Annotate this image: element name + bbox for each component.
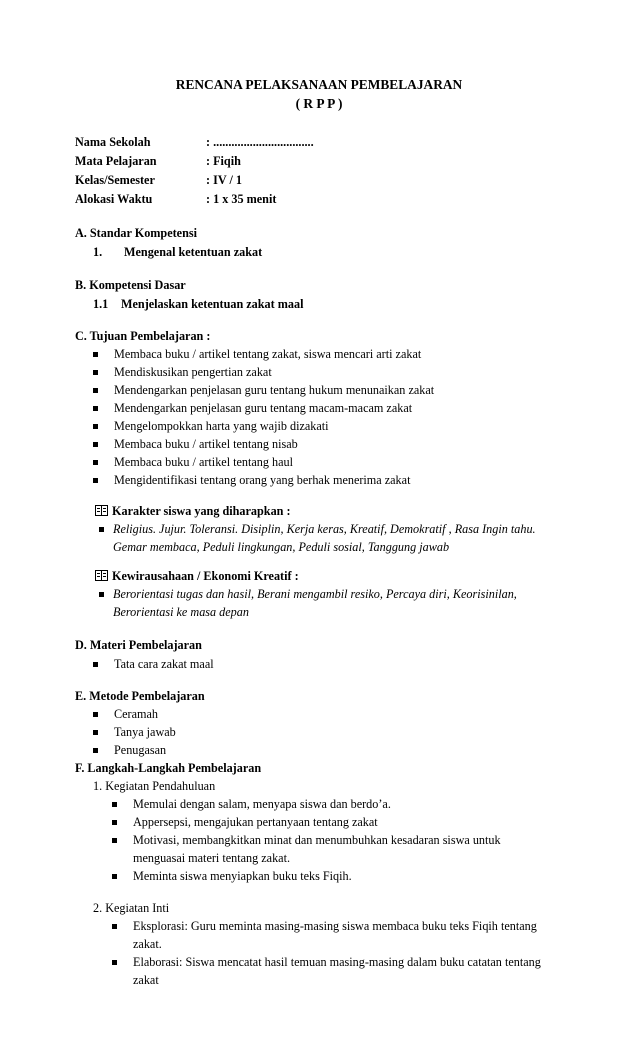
section-d-heading: D. Materi Pembelajaran: [75, 638, 202, 652]
bullet-square-icon: [93, 730, 98, 735]
section-a-heading: A. Standar Kompetensi: [75, 226, 197, 240]
identity-label: Kelas/Semester: [75, 173, 155, 187]
list-item-continuation: zakat: [133, 973, 159, 987]
section-c-heading: C. Tujuan Pembelajaran :: [75, 329, 211, 343]
bullet-square-icon: [93, 370, 98, 375]
identity-label: Alokasi Waktu: [75, 192, 153, 206]
kewirausahaan-line-2: Berorientasi ke masa depan: [113, 605, 249, 619]
section-b-heading: B. Kompetensi Dasar: [75, 278, 186, 292]
section-b-item-text: Menjelaskan ketentuan zakat maal: [121, 297, 304, 311]
bullet-square-icon: [93, 712, 98, 717]
section-b-item-number: 1.1: [93, 297, 109, 311]
bullet-square-icon: [93, 478, 98, 483]
kewirausahaan-heading: Kewirausahaan / Ekonomi Kreatif :: [95, 568, 299, 585]
list-item-continuation: zakat.: [133, 937, 162, 951]
bullet-square-icon: [112, 924, 117, 929]
identity-label: Mata Pelajaran: [75, 154, 157, 168]
kewirausahaan-line-1: Berorientasi tugas dan hasil, Berani mengambil resiko, Percaya diri, Keorisinilan,: [113, 587, 517, 601]
document-subtitle: ( R P P ): [295, 96, 343, 111]
section-a-item-text: Mengenal ketentuan zakat: [124, 245, 263, 259]
step-2-title: 2. Kegiatan Inti: [93, 901, 170, 915]
bullet-square-icon: [93, 662, 98, 667]
identity-value: : 1 x 35 menit: [206, 192, 277, 206]
bullet-square-icon: [93, 388, 98, 393]
bullet-square-icon: [112, 838, 117, 843]
karakter-line-2: Gemar membaca, Peduli lingkungan, Peduli sosial, Tanggung jawab: [113, 540, 450, 554]
step-1-title: 1. Kegiatan Pendahuluan: [93, 779, 216, 793]
bullet-square-icon: [93, 424, 98, 429]
karakter-line-1: Religius. Jujur. Toleransi. Disiplin, Kerja keras, Kreatif, Demokratif , Rasa Ingin tahu.: [113, 522, 536, 536]
bullet-square-icon: [112, 820, 117, 825]
bullet-square-icon: [93, 442, 98, 447]
identity-value: : .................................: [206, 135, 314, 149]
book-icon: [95, 505, 108, 516]
bullet-square-icon: [93, 406, 98, 411]
section-e-heading: E. Metode Pembelajaran: [75, 689, 205, 703]
section-f-heading: F. Langkah-Langkah Pembelajaran: [75, 761, 262, 775]
karakter-heading: Karakter siswa yang diharapkan :: [95, 503, 291, 520]
section-a-item-number: 1.: [93, 245, 103, 259]
bullet-square-icon: [112, 874, 117, 879]
bullet-square-icon: [112, 960, 117, 965]
bullet-square-icon: [99, 527, 104, 532]
identity-value: : IV / 1: [206, 173, 243, 187]
identity-label: Nama Sekolah: [75, 135, 151, 149]
bullet-square-icon: [93, 352, 98, 357]
book-icon: [95, 570, 108, 581]
bullet-square-icon: [99, 592, 104, 597]
bullet-square-icon: [93, 748, 98, 753]
bullet-square-icon: [112, 802, 117, 807]
list-item-continuation: menguasai materi tentang zakat.: [133, 851, 291, 865]
identity-value: : Fiqih: [206, 154, 241, 168]
bullet-square-icon: [93, 460, 98, 465]
document-title: RENCANA PELAKSANAAN PEMBELAJARAN: [175, 77, 463, 92]
